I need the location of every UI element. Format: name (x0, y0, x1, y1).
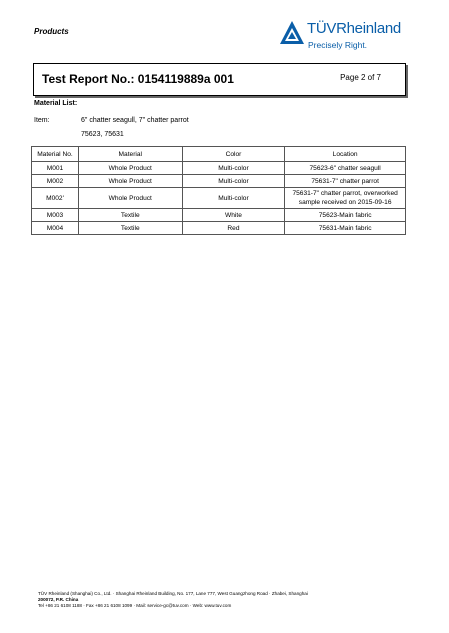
table-cell: Red (182, 222, 285, 235)
footer-address-line: TÜV Rheinland (Shanghai) Co., Ltd. · Shanghai Rheinland Building, No. 177, Lane 777, West Guangzhong Road · Zhabei, Shanghai (38, 591, 308, 596)
table-cell: Textile (78, 209, 182, 222)
report-title: Test Report No.: 0154119889a 001 (42, 72, 234, 86)
item-numbers: 75623, 75631 (81, 131, 124, 138)
column-header: Material No. (32, 147, 79, 162)
table-cell: Multi-color (182, 162, 285, 175)
footer-contact-line: Tel +86 21 6108 1188 · Fax +86 21 6108 1099 · Mail: service-gc@tuv.com · Web: www.tuv.com (38, 602, 232, 608)
logo-brand-text: TÜVRheinland (307, 20, 401, 37)
table-cell: M002 (32, 175, 79, 188)
triangle-logo-icon (279, 20, 305, 46)
table-row (32, 209, 406, 222)
table-cell: 75631-7" chatter parrot, overworked sample received on 2015-09-16 (285, 188, 406, 209)
table-cell: White (182, 209, 285, 222)
table-cell: 75623-6" chatter seagull (285, 162, 406, 175)
column-header: Material (78, 147, 182, 162)
page-number: Page 2 of 7 (340, 73, 381, 82)
table-cell: Whole Product (78, 188, 182, 209)
table-cell: Whole Product (78, 162, 182, 175)
products-header-label: Products (34, 27, 69, 36)
table-row (32, 188, 406, 209)
table-cell: M003 (32, 209, 79, 222)
report-title-box (33, 63, 406, 96)
table-cell: Textile (78, 222, 182, 235)
material-list-heading: Material List: (34, 100, 78, 107)
table-cell: 75623-Main fabric (285, 209, 406, 222)
page-footer (38, 591, 308, 608)
table-cell: Multi-color (182, 175, 285, 188)
table-row (32, 162, 406, 175)
table-row (32, 175, 406, 188)
logo-tagline: Precisely Right. (308, 40, 368, 50)
column-header: Color (182, 147, 285, 162)
table-header-row (32, 147, 406, 162)
tuv-rheinland-logo (279, 19, 409, 53)
table-cell: 75631-7" chatter parrot (285, 175, 406, 188)
table-cell: Multi-color (182, 188, 285, 209)
table-cell: M002' (32, 188, 79, 209)
item-description: 6" chatter seagull, 7" chatter parrot (81, 117, 189, 124)
table-cell: M001 (32, 162, 79, 175)
material-table (31, 146, 406, 235)
table-cell: 75631-Main fabric (285, 222, 406, 235)
item-label: Item: (34, 117, 50, 124)
column-header: Location (285, 147, 406, 162)
table-cell: Whole Product (78, 175, 182, 188)
footer-postcode-line: 200072, P.R. China (38, 596, 79, 602)
table-row (32, 222, 406, 235)
table-cell: M004 (32, 222, 79, 235)
